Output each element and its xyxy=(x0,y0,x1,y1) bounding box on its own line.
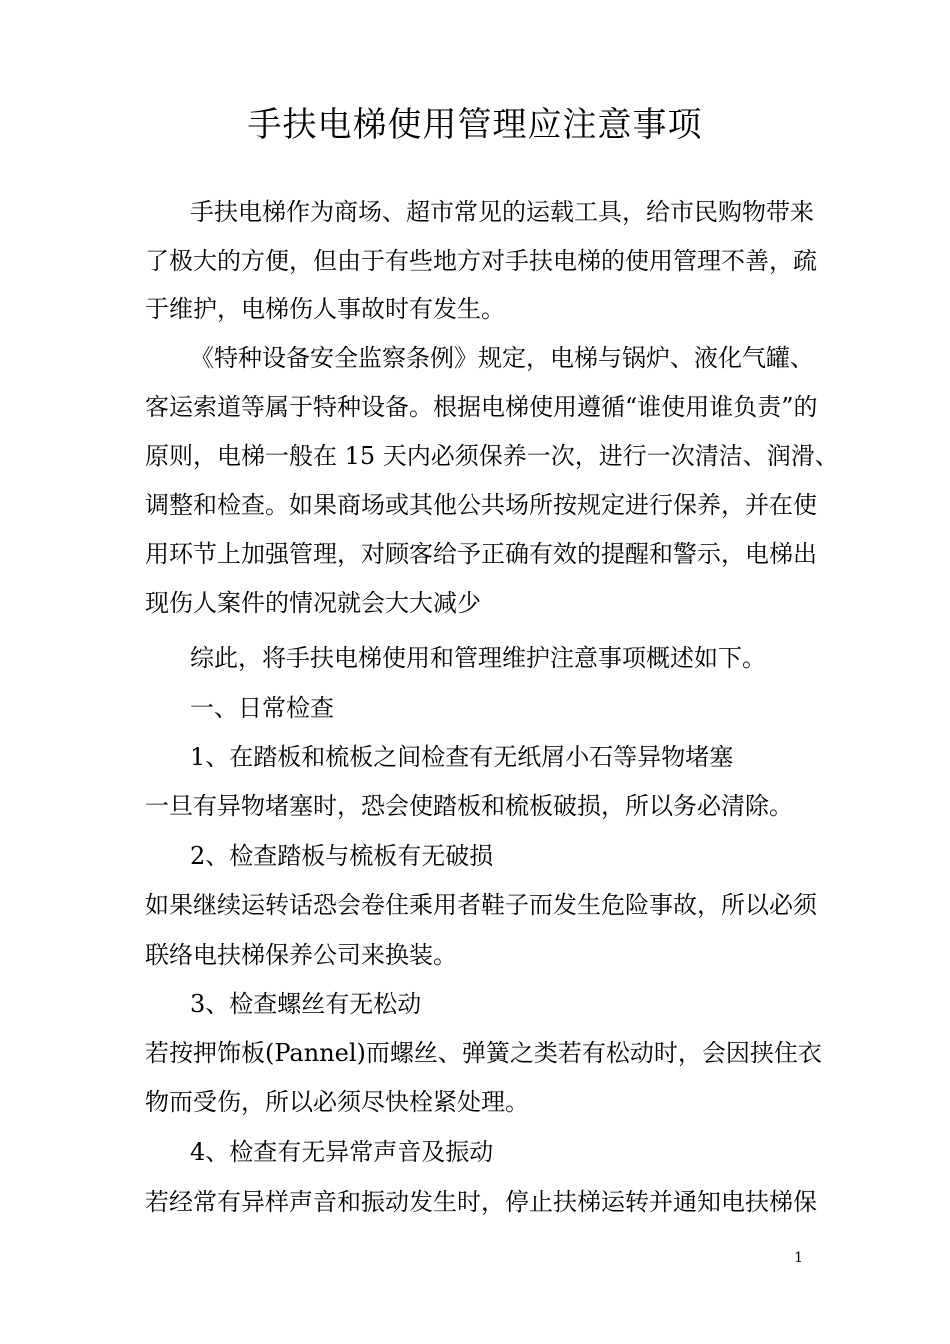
checklist-item-heading: 3、检查螺丝有无松动 xyxy=(190,990,422,1018)
paragraph-line: 联络电扶梯保养公司来换装。 xyxy=(145,941,457,969)
paragraph-line: 调整和检查。如果商场或其他公共场所按规定进行保养，并在使 xyxy=(145,491,817,519)
paragraph-line: 客运索道等属于特种设备。根据电梯使用遵循“谁使用谁负责”的 xyxy=(145,393,818,421)
section-heading: 一、日常检查 xyxy=(190,694,334,722)
paragraph-line: 一旦有异物堵塞时，恐会使踏板和梳板破损，所以务必清除。 xyxy=(145,792,793,820)
paragraph-line: 现伤人案件的情况就会大大减少 xyxy=(145,589,481,617)
paragraph-line: 物而受伤，所以必须尽快栓紧处理。 xyxy=(145,1088,529,1116)
paragraph-line: 若经常有异样声音和振动发生时，停止扶梯运转并通知电扶梯保 xyxy=(145,1188,817,1216)
paragraph-line: 原则，电梯一般在 15 天内必须保养一次，进行一次清洁、润滑、 xyxy=(145,442,839,470)
paragraph-line: 《特种设备安全监察条例》规定，电梯与锅炉、液化气罐、 xyxy=(190,344,814,372)
document-title: 手扶电梯使用管理应注意事项 xyxy=(247,105,703,145)
checklist-item-heading: 1、在踏板和梳板之间检查有无纸屑小石等异物堵塞 xyxy=(190,743,734,771)
paragraph-line: 了极大的方便，但由于有些地方对手扶电梯的使用管理不善，疏 xyxy=(145,247,817,275)
paragraph-line: 综此，将手扶电梯使用和管理维护注意事项概述如下。 xyxy=(190,644,766,672)
page-number: 1 xyxy=(794,1250,803,1266)
paragraph-line: 若按押饰板(Pannel)而螺丝、弹簧之类若有松动时，会因挟住衣 xyxy=(145,1039,822,1067)
paragraph-line: 如果继续运转话恐会卷住乘用者鞋子而发生危险事故，所以必须 xyxy=(145,891,817,919)
paragraph-line: 用环节上加强管理，对顾客给予正确有效的提醒和警示，电梯出 xyxy=(145,540,817,568)
checklist-item-heading: 2、检查踏板与梳板有无破损 xyxy=(190,842,494,870)
paragraph-line: 于维护，电梯伤人事故时有发生。 xyxy=(145,295,505,323)
paragraph-line: 手扶电梯作为商场、超市常见的运载工具，给市民购物带来 xyxy=(190,198,814,226)
checklist-item-heading: 4、检查有无异常声音及振动 xyxy=(190,1138,494,1166)
